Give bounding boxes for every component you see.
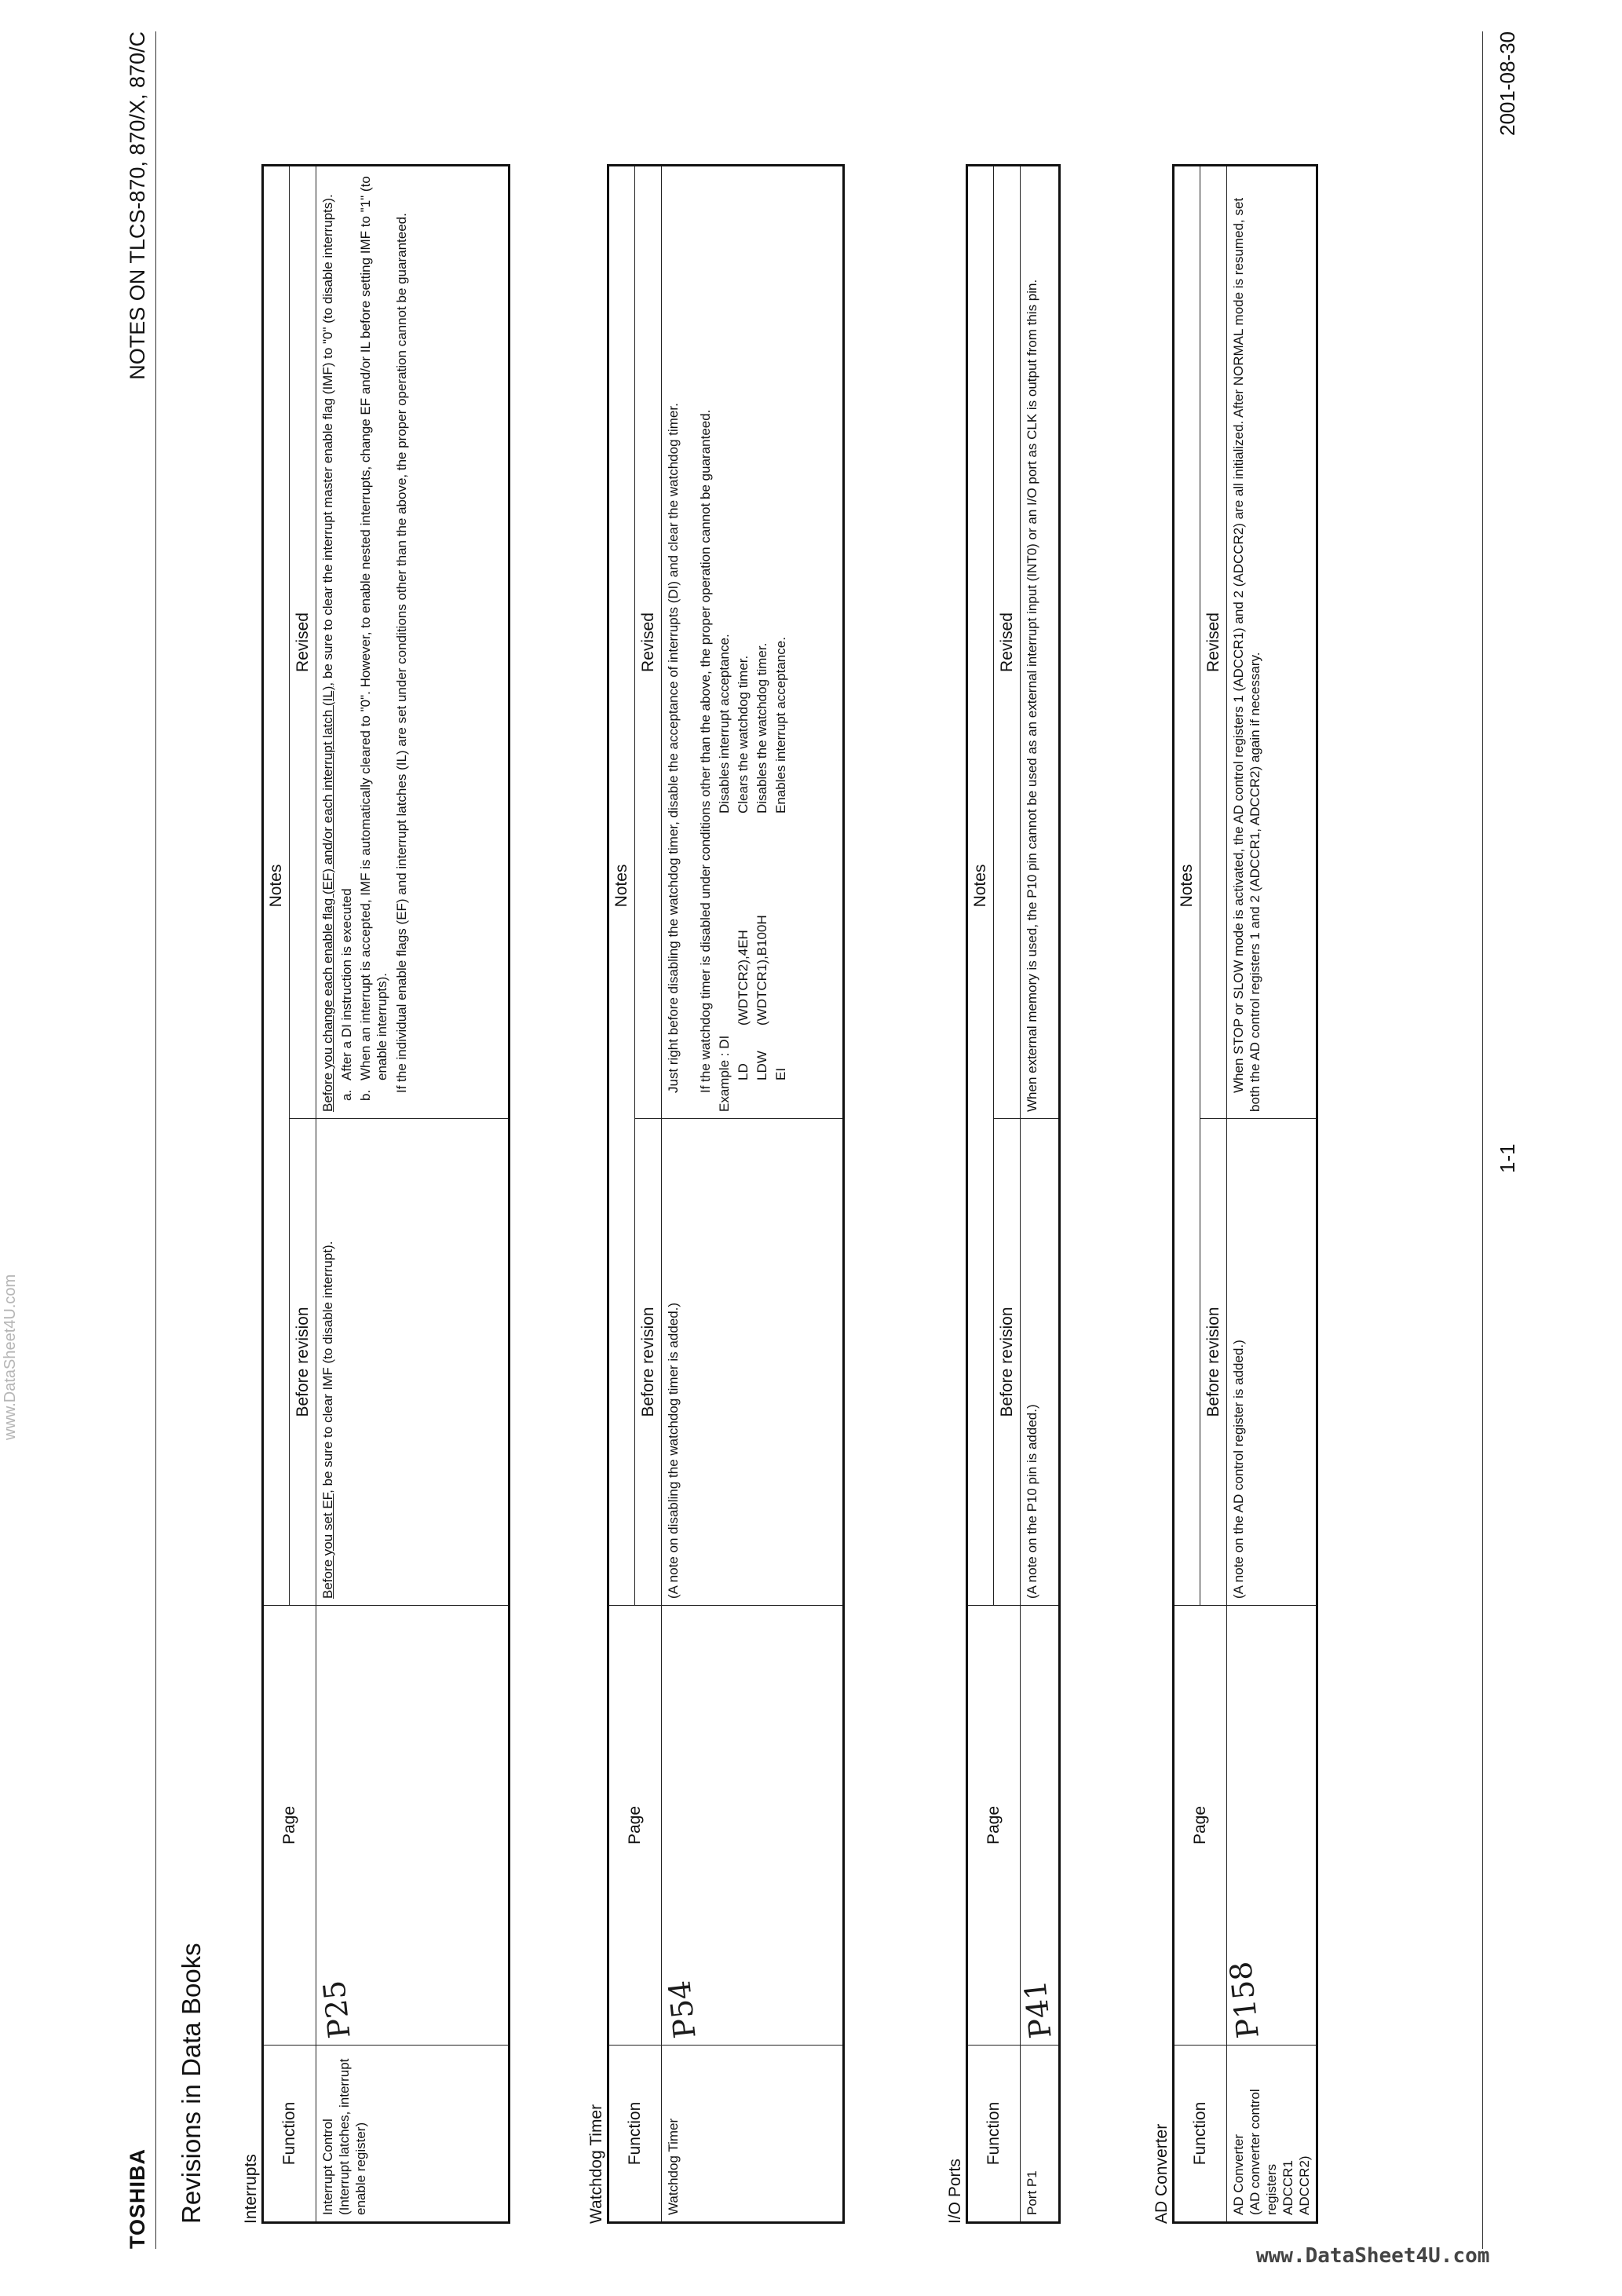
revised-header: Revised bbox=[290, 165, 316, 1118]
function-cell: Port P1 bbox=[1021, 2046, 1060, 2223]
footer-rule bbox=[1482, 31, 1483, 2249]
notes-header: Notes bbox=[1174, 165, 1200, 1605]
page-header: Page bbox=[1174, 1606, 1227, 2046]
page-header: Page bbox=[608, 1606, 662, 2046]
function-line: (AD converter control registers bbox=[1248, 2089, 1279, 2215]
function-cell bbox=[316, 2046, 510, 2223]
example-code: EI bbox=[773, 1067, 788, 1080]
function-line: (Interrupt latches, interrupt enable register) bbox=[337, 2058, 368, 2215]
revised-header: Revised bbox=[1200, 165, 1227, 1118]
page-heading: Revisions in Data Books bbox=[177, 1943, 206, 2224]
before-revision-header: Before revision bbox=[994, 1119, 1021, 1606]
revised-paragraph: Just right before disabling the watchdog timer, disable the acceptance of interrupts (DI) and clear the watchdog timer. bbox=[666, 403, 681, 1093]
section-title-interrupts: Interrupts bbox=[242, 2154, 260, 2224]
example-code: LD bbox=[736, 1063, 751, 1080]
function-line: ADCCR2) bbox=[1297, 2155, 1312, 2215]
before-revision-cell: Before you set EF, be sure to clear IMF (to disable interrupt). bbox=[316, 1119, 510, 1606]
revised-cell bbox=[662, 165, 844, 1118]
function-line: Interrupt Control bbox=[320, 2119, 335, 2215]
example-operand: (WDTCR1),B100H bbox=[754, 915, 769, 1026]
example-code: Example : DI bbox=[717, 1035, 732, 1112]
page-cell bbox=[1222, 1606, 1317, 2046]
before-revision-header: Before revision bbox=[1200, 1119, 1227, 1606]
code-example bbox=[716, 173, 789, 1112]
watchdog-table bbox=[607, 164, 845, 2224]
handwritten-page-ref: P158 bbox=[1222, 1959, 1266, 2041]
page-number: 1-1 bbox=[1496, 1143, 1519, 1173]
revised-cell: Before you change each enable flag (EF) and/or each interrupt latch (IL), be sure to clear the interrupt master enable flag (IMF) to "0" (to disable interrupts). a. After a DI instruction is executed b. When an interrupt is accepted, IMF is automatically cleared to "0". However, to enable nested interrupts, change EF and/or IL before setting IMF to "1" (to enable interrupts). If the individual enable flags (EF) and interrupt latches (IL) are set under conditions other than the above, the proper operation cannot be guaranteed. bbox=[316, 165, 510, 1118]
notes-header: Notes bbox=[967, 165, 994, 1605]
page-header: Page bbox=[263, 1606, 316, 2046]
example-desc: Clears the watchdog timer. bbox=[736, 655, 751, 813]
handwritten-page-ref: P25 bbox=[316, 1978, 357, 2041]
function-line: ADCCR1 bbox=[1280, 2160, 1295, 2215]
function-line: AD Converter bbox=[1231, 2134, 1246, 2215]
function-header: Function bbox=[1174, 2046, 1227, 2223]
before-revision-header: Before revision bbox=[635, 1119, 662, 1606]
handwritten-page-ref: P54 bbox=[662, 1978, 703, 2041]
interrupts-table bbox=[261, 164, 510, 2224]
document-date: 2001-08-30 bbox=[1496, 31, 1519, 136]
example-operand bbox=[773, 813, 789, 1026]
bottom-watermark: www.DataSheet4U.com bbox=[1256, 2244, 1490, 2268]
revised-underlined-text: Before you change each enable flag (EF) and/or each interrupt latch (IL), bbox=[320, 682, 335, 1112]
section-title-io-ports: I/O Ports bbox=[946, 2159, 964, 2224]
example-desc: Disables interrupt acceptance. bbox=[717, 634, 732, 813]
side-watermark: www.DataSheet4U.com bbox=[2, 1274, 19, 1440]
before-revision-cell: (A note on the AD control register is added.) bbox=[1227, 1119, 1317, 1606]
example-operand: (WDTCR2),4EH bbox=[736, 930, 751, 1026]
revised-cell: When STOP or SLOW mode is activated, the AD control registers 1 (ADCCR1) and 2 (ADCCR2) are all initialized. After NORMAL mode is resumed, set both the AD control registers 1 and 2 (ADCCR1, ADCCR2) again if necessary. bbox=[1227, 165, 1317, 1118]
revised-header: Revised bbox=[635, 165, 662, 1118]
io-ports-table bbox=[966, 164, 1061, 2224]
section-title-watchdog: Watchdog Timer bbox=[587, 2104, 605, 2224]
function-cell bbox=[1227, 2046, 1317, 2223]
page-cell bbox=[1017, 1606, 1060, 2046]
revised-tail: If the individual enable flags (EF) and interrupt latches (IL) are set under conditions other than the above, the proper operation cannot be guaranteed. bbox=[394, 213, 409, 1093]
before-revision-cell: (A note on the P10 pin is added.) bbox=[1021, 1119, 1060, 1606]
before-revision-cell: (A note on disabling the watchdog timer is added.) bbox=[662, 1119, 844, 1606]
handwritten-page-ref: P41 bbox=[1017, 1978, 1058, 2041]
section-title-ad-converter: AD Converter bbox=[1153, 2123, 1171, 2224]
page-header: Page bbox=[967, 1606, 1021, 2046]
page-cell bbox=[316, 1606, 510, 2046]
example-operand bbox=[716, 813, 732, 1026]
before-revision-header: Before revision bbox=[290, 1119, 316, 1606]
function-header: Function bbox=[608, 2046, 662, 2223]
page-cell bbox=[662, 1606, 844, 2046]
list-item: b. When an interrupt is accepted, IMF is automatically cleared to "0". However, to enable nested interrupts, change EF and/or IL before setting IMF to "1" (to enable interrupts). bbox=[358, 176, 389, 1101]
revised-paragraph: If the watchdog timer is disabled under conditions other than the above, the proper operation cannot be guaranteed. bbox=[698, 409, 713, 1093]
function-header: Function bbox=[967, 2046, 1021, 2223]
revised-header: Revised bbox=[994, 165, 1021, 1118]
function-cell: Watchdog Timer bbox=[662, 2046, 844, 2223]
example-code: LDW bbox=[754, 1051, 769, 1080]
notes-header: Notes bbox=[608, 165, 635, 1605]
function-header: Function bbox=[263, 2046, 316, 2223]
header-rule bbox=[155, 31, 156, 2249]
conditions-list bbox=[338, 173, 390, 1112]
ad-converter-table bbox=[1172, 164, 1318, 2224]
example-desc: Disables the watchdog timer. bbox=[754, 642, 769, 813]
example-desc: Enables interrupt acceptance. bbox=[773, 637, 788, 813]
notes-header: Notes bbox=[263, 165, 290, 1605]
list-item: a. After a DI instruction is executed bbox=[339, 888, 354, 1101]
document-title: NOTES ON TLCS-870, 870/X, 870/C bbox=[126, 31, 149, 380]
revised-cell: When external memory is used, the P10 pin cannot be used as an external interrupt input (INT0) or an I/O port as CLK is output from this pin. bbox=[1021, 165, 1060, 1118]
brand-logo-text: TOSHIBA bbox=[126, 2148, 149, 2249]
